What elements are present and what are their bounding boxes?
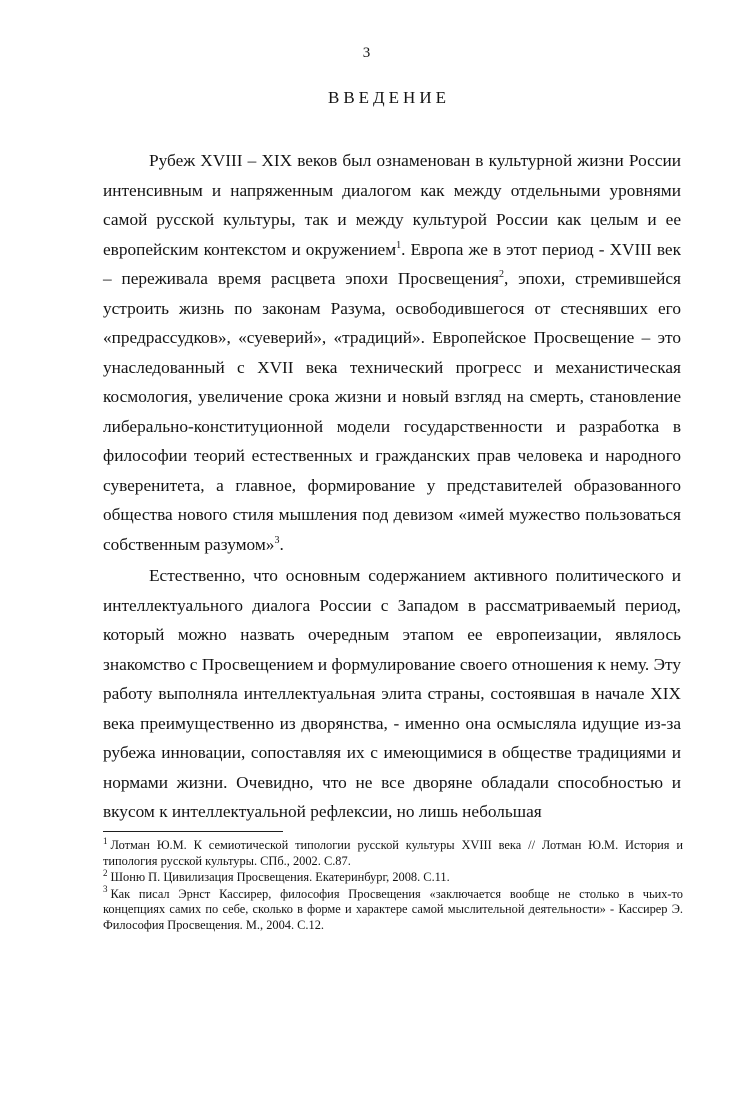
footnote-ref-2: 2	[498, 269, 504, 281]
footnote-separator	[103, 831, 283, 832]
paragraph-1	[103, 146, 681, 559]
footnote-2	[103, 867, 683, 886]
paragraph-1-part-1: Рубеж XVIII – XIX веков был ознаменован в культурной жизни России интенсивным и напряженным диалогом как между отдельными уровнями самой русской культуры, так и между культурой России как целым и ее европейским контекстом и окружением	[103, 151, 681, 259]
footnote-1-text: Лотман Ю.М. К семиотической типологии русской культуры XVIII века // Лотман Ю.М. История и типология русской культуры. СПб., 2002. С.87.	[103, 838, 683, 868]
footnote-3	[103, 884, 683, 934]
footnote-ref-1: 1	[396, 239, 402, 251]
page-number: 3	[362, 45, 371, 61]
paragraph-2: Естественно, что основным содержанием активного политического и интеллектуального диалога России с Западом в рассматриваемый период, который можно назвать очередным этапом ее европеизации, являлось знакомство с Просвещением и формулирование своего отношения к нему. Эту работу выполняла интеллектуальная элита страны, состоявшая в начале XIX века преимущественно из дворянства, - именно она осмысляла идущие из-за рубежа инновации, сопоставляя их с имеющимися в обществе традициями и нормами жизни. Очевидно, что не все дворяне обладали способностью и вкусом к интеллектуальной рефлексии, но лишь небольшая	[103, 566, 681, 821]
footnote-3-text: Как писал Эрнст Кассирер, философия Просвещения «заключается вообще не столько в чьих-то концепциях самих по себе, сколько в форме и характере самой мыслительной деятельности» - Кассирер Э. Философия Просвещения. М., 2004. С.12.	[103, 886, 683, 932]
footnote-1	[103, 835, 683, 869]
footnotes	[103, 835, 683, 933]
footnote-2-text: Шоню П. Цивилизация Просвещения. Екатеринбург, 2008. С.11.	[110, 870, 450, 884]
paragraph-1-part-2: . Европа же в этот период - XVIII век – переживала время расцвета эпохи Просвещения	[103, 239, 681, 288]
footnote-2-mark: 2	[103, 867, 108, 878]
paragraph-1-part-3: , эпохи, стремившейся устроить жизнь по законам Разума, освободившегося от стеснявших его «предрассудков», «суеверий», «традиций». Европейское Просвещение – это унаследованный с XVII века технический прогресс и механистическая космология, увеличение срока жизни и новый взгляд на смерть, становление либерально-конституционной модели государственности и разработка в философии теорий естественных и гражданских прав человека и народного суверенитета, а главное, формирование у представителей образованного общества нового стиля мышления под девизом «имей мужество пользоваться собственным разумом»	[103, 269, 681, 554]
body-text	[103, 146, 681, 827]
section-heading: ВВЕДЕНИЕ	[328, 88, 450, 107]
footnote-3-mark: 3	[103, 884, 108, 895]
footnote-ref-3: 3	[274, 534, 280, 546]
paragraph-1-part-4: .	[279, 534, 284, 554]
footnote-1-mark: 1	[103, 835, 108, 846]
